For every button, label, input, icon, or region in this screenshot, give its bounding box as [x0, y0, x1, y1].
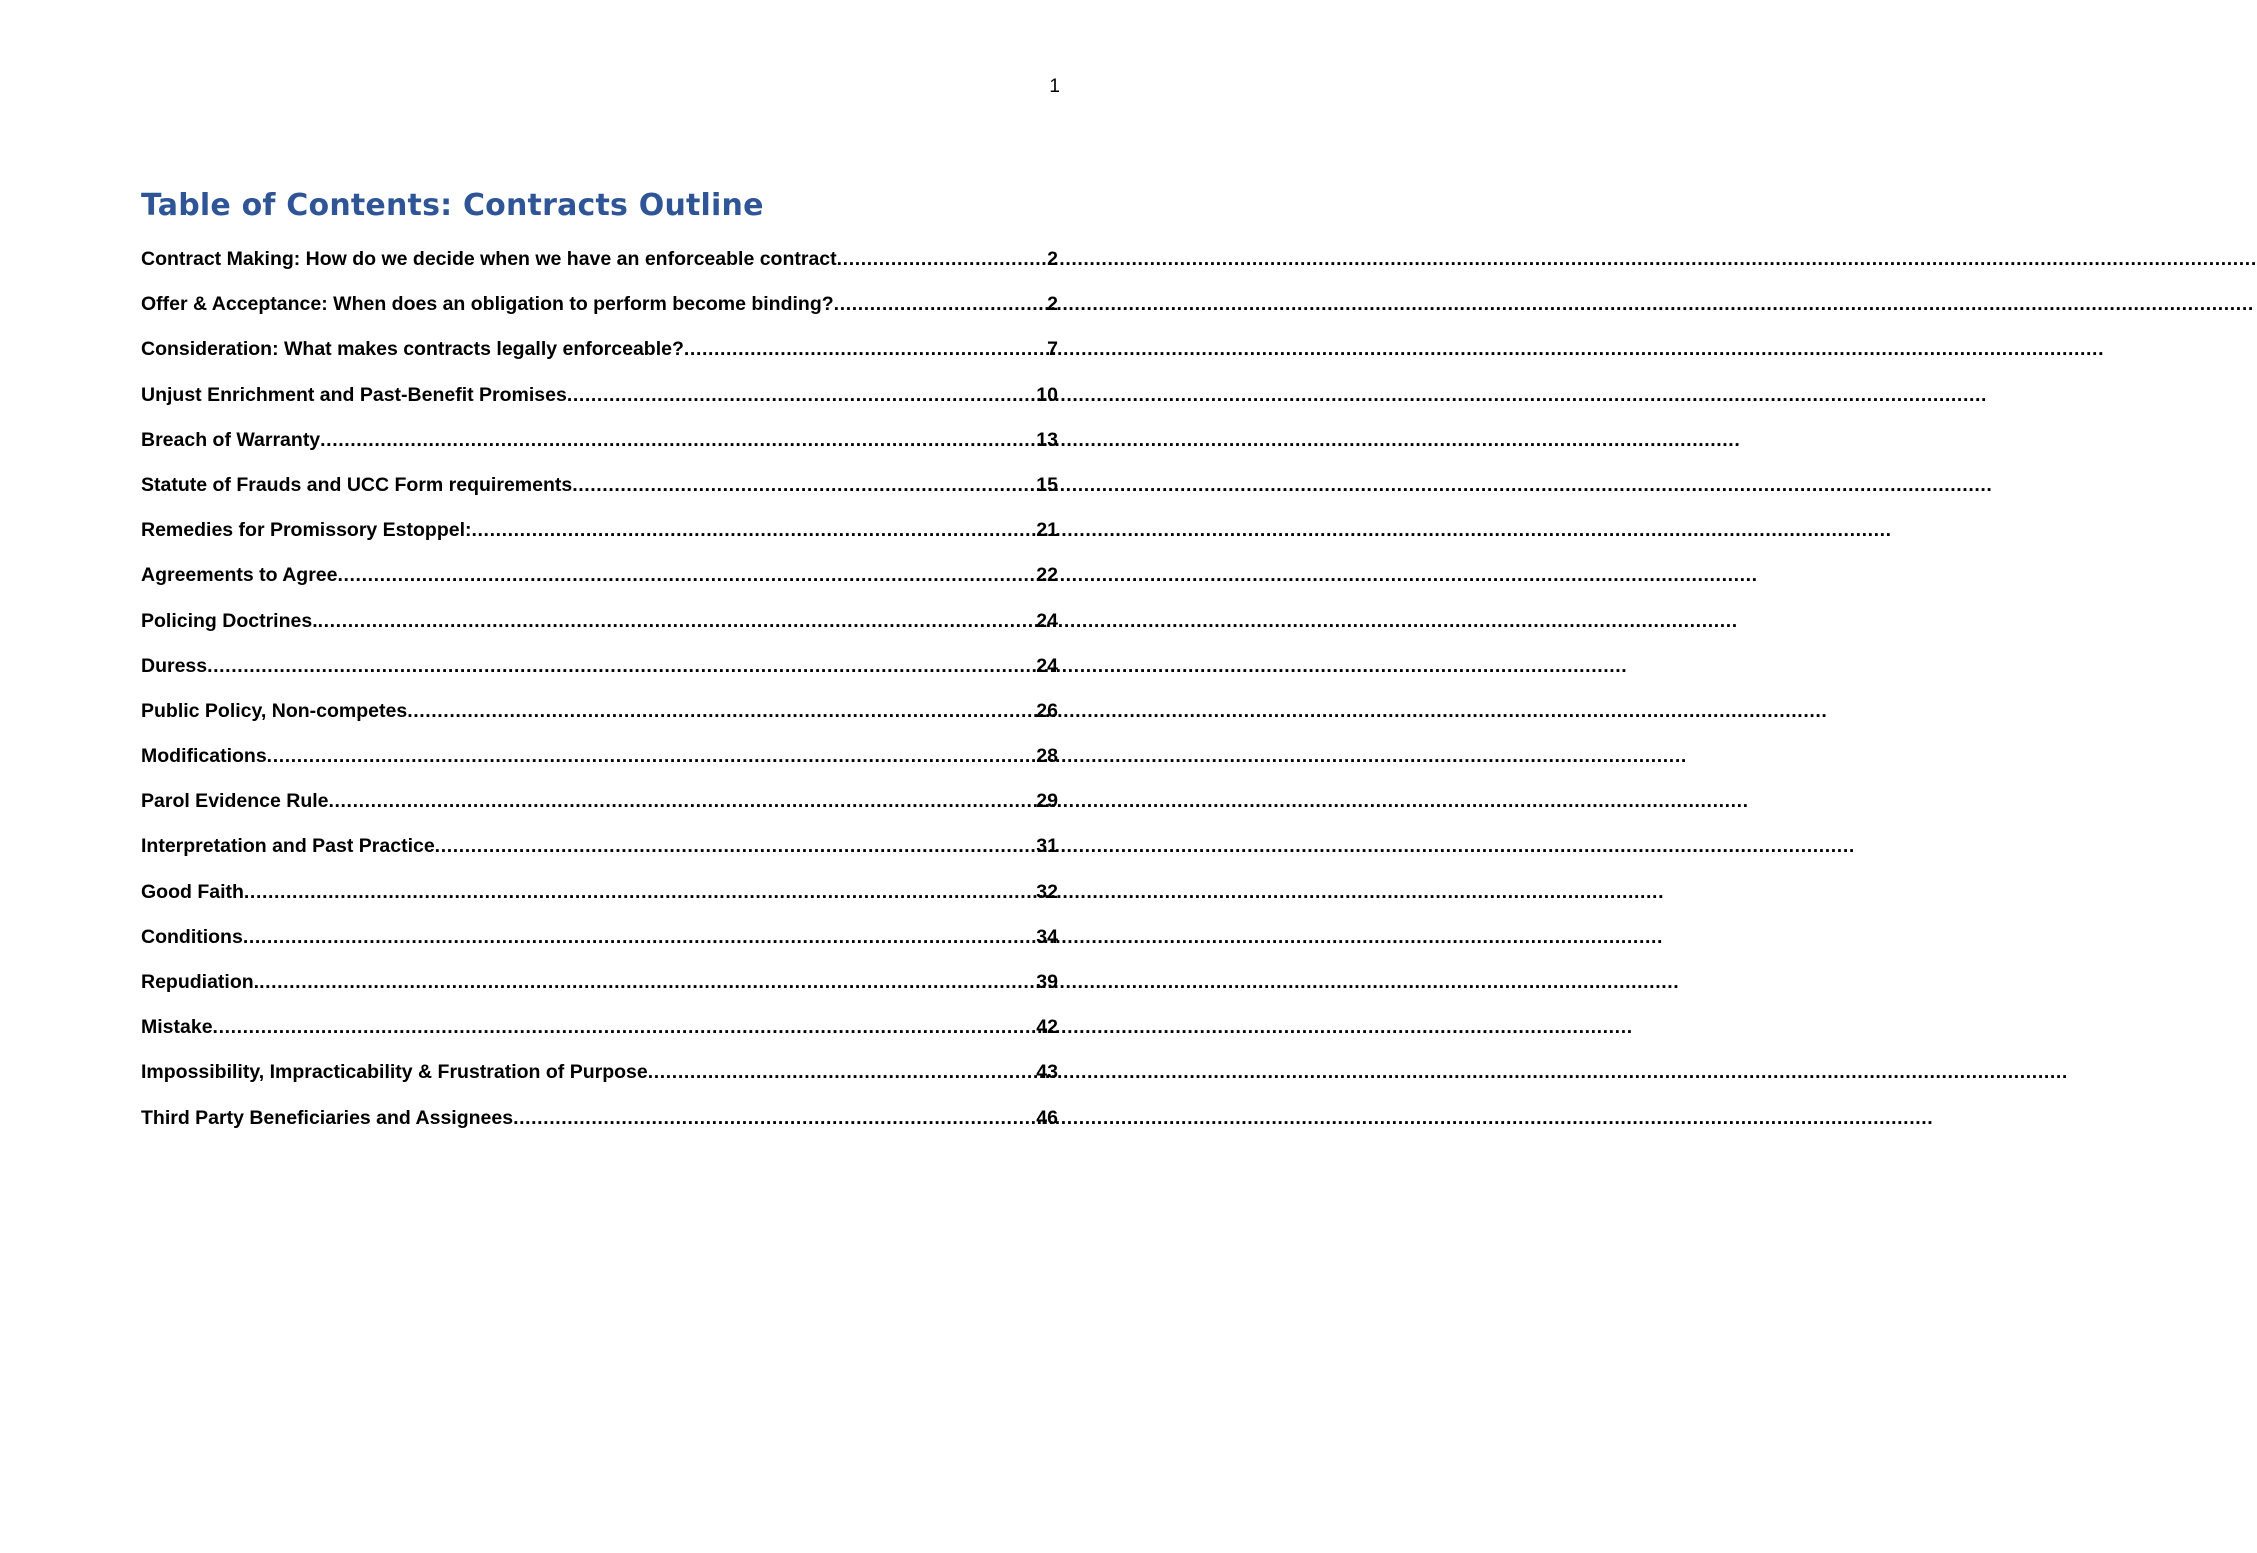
toc-entry-page: 46: [1036, 1106, 1058, 1129]
toc-entry[interactable]: [141, 1005, 1058, 1050]
toc-leader: [320, 418, 1036, 463]
toc-entry[interactable]: [141, 418, 1058, 463]
toc-entry-page: 7: [1047, 338, 1058, 361]
toc-entry-page: 29: [1036, 790, 1058, 813]
toc-leader: [243, 915, 1036, 960]
toc-entry-page: 32: [1036, 880, 1058, 903]
toc-leader: [338, 553, 1037, 598]
toc-entry[interactable]: [141, 734, 1058, 779]
toc-entry[interactable]: [141, 870, 1058, 915]
table-of-contents: [141, 186, 1058, 1141]
toc-entry-page: 15: [1036, 473, 1058, 496]
toc-leader: [513, 1096, 1036, 1141]
toc-leader: [318, 599, 1037, 644]
toc-entry[interactable]: [141, 1050, 1058, 1095]
toc-entry-label: Third Party Beneficiaries and Assignees: [141, 1106, 514, 1129]
toc-entry-label: Duress: [141, 654, 208, 677]
toc-leader: [244, 870, 1036, 915]
toc-entry-page: 42: [1036, 1016, 1058, 1039]
toc-entry-page: 2: [1047, 248, 1058, 270]
toc-entry[interactable]: [141, 824, 1058, 869]
toc-entry-label: Impossibility, Impracticability & Frustration of Purpose: [141, 1061, 648, 1084]
toc-entry-label: Parol Evidence Rule: [141, 790, 329, 813]
toc-entry-label: Good Faith: [141, 880, 244, 903]
toc-leader: [207, 644, 1036, 689]
toc-leader: [837, 237, 1047, 282]
toc-entry[interactable]: [141, 1096, 1058, 1141]
toc-leader: [834, 282, 1047, 327]
toc-entry-page: 26: [1036, 699, 1058, 722]
toc-entry-label: Contract Making: How do we decide when we have an enforceable contract: [141, 248, 837, 270]
toc-entry-label: Modifications: [141, 745, 267, 768]
toc-title: Table of Contents: Contracts Outline: [141, 188, 764, 223]
toc-entry[interactable]: [141, 644, 1058, 689]
toc-entry[interactable]: [141, 599, 1058, 644]
toc-entry-label: Breach of Warranty: [141, 428, 321, 451]
toc-list: [141, 237, 1058, 1141]
toc-entry-page: 24: [1036, 609, 1058, 632]
toc-entry-page: 22: [1036, 564, 1058, 587]
toc-entry-label: Policing Doctrines.: [141, 609, 318, 632]
toc-entry-label: Consideration: What makes contracts legally enforceable?: [141, 338, 684, 361]
toc-entry-label: Agreements to Agree: [141, 564, 338, 587]
toc-entry[interactable]: [141, 960, 1058, 1005]
toc-entry-page: 24: [1036, 654, 1058, 677]
toc-entry-page: 43: [1036, 1061, 1058, 1084]
toc-entry-label: Mistake: [141, 1016, 213, 1039]
toc-entry-page: 10: [1036, 383, 1058, 406]
toc-entry-label: Public Policy, Non-competes: [141, 699, 408, 722]
toc-entry[interactable]: [141, 237, 1058, 282]
toc-entry-page: 21: [1036, 519, 1058, 542]
toc-leader: [435, 824, 1037, 869]
toc-entry-page: 31: [1036, 835, 1058, 858]
toc-entry-label: Statute of Frauds and UCC Form requirements: [141, 473, 573, 496]
toc-entry-label: Unjust Enrichment and Past-Benefit Promises: [141, 383, 567, 406]
toc-entry-page: 39: [1036, 971, 1058, 993]
toc-leader: [213, 1005, 1037, 1050]
toc-entry-label: Repudiation.: [141, 971, 260, 993]
toc-leader: [472, 508, 1037, 553]
toc-entry-label: Interpretation and Past Practice: [141, 835, 435, 858]
toc-leader: [267, 734, 1037, 779]
toc-entry[interactable]: [141, 327, 1058, 372]
toc-leader: [572, 463, 1036, 508]
toc-entry-label: Conditions: [141, 925, 243, 948]
toc-leader: [329, 779, 1037, 824]
toc-entry-label: Offer & Acceptance: When does an obligation to perform become binding?: [141, 293, 834, 316]
toc-entry[interactable]: [141, 779, 1058, 824]
toc-entry[interactable]: [141, 553, 1058, 598]
toc-entry[interactable]: [141, 508, 1058, 553]
toc-entry[interactable]: [141, 463, 1058, 508]
toc-entry-page: 13: [1036, 428, 1058, 451]
toc-entry[interactable]: [141, 915, 1058, 960]
toc-leader: [684, 327, 1047, 372]
toc-leader: [407, 689, 1036, 734]
toc-entry[interactable]: [141, 282, 1058, 327]
page-number: 1: [1049, 76, 1060, 97]
toc-entry[interactable]: [141, 373, 1058, 418]
toc-entry[interactable]: [141, 689, 1058, 734]
toc-leader: [648, 1050, 1037, 1095]
toc-leader: [567, 373, 1036, 418]
toc-entry-page: 2: [1047, 293, 1058, 316]
toc-entry-page: 34: [1036, 925, 1058, 948]
toc-entry-page: 28: [1036, 745, 1058, 768]
toc-leader: [259, 960, 1036, 1005]
toc-entry-label: Remedies for Promissory Estoppel:: [141, 519, 472, 542]
